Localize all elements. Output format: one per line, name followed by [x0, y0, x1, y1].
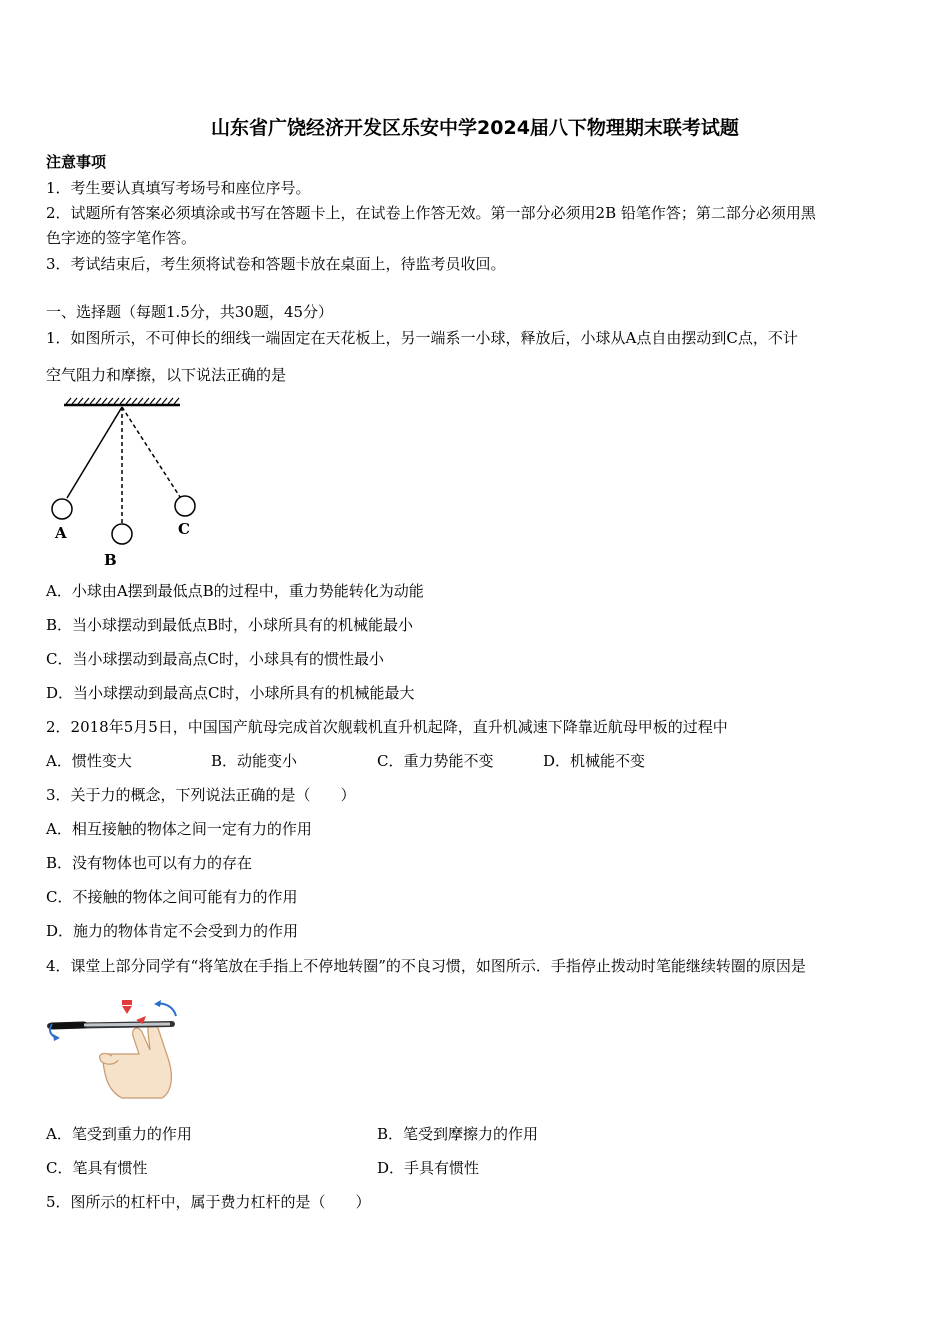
label-a: A: [55, 524, 67, 542]
ball-a: [52, 499, 72, 519]
ball-b: [112, 524, 132, 544]
pen-highlight: [84, 1024, 170, 1025]
q4-option: D．手具有惯性: [377, 1159, 480, 1177]
q3-option: B．没有物体也可以有力的存在: [46, 854, 253, 872]
q1-option: C．当小球摆动到最高点C时，小球具有的惯性最小: [46, 650, 384, 668]
notice-item: 1．考生要认真填写考场号和座位序号。: [46, 179, 311, 197]
q3-option: D．施力的物体肯定不会受到力的作用: [46, 922, 299, 940]
q4-option: C．笔具有惯性: [46, 1159, 148, 1177]
q3-stem: 3．关于力的概念，下列说法正确的是（ ）: [46, 786, 356, 804]
q4-option: A．笔受到重力的作用: [46, 1125, 192, 1143]
q2-option: A．惯性变大: [46, 752, 132, 770]
ball-c: [175, 496, 195, 516]
q1-option: A．小球由A摆到最低点B的过程中，重力势能转化为动能: [46, 582, 424, 600]
q3-option: C．不接触的物体之间可能有力的作用: [46, 888, 298, 906]
label-c: C: [178, 520, 190, 538]
force-arrow-icon: [122, 1006, 132, 1014]
q2-option: C．重力势能不变: [377, 752, 494, 770]
ceiling-hatching: [66, 398, 179, 404]
page-title: 山东省广饶经济开发区乐安中学2024届八下物理期末联考试题: [211, 117, 739, 139]
q1-option: B．当小球摆动到最低点B时，小球所具有的机械能最小: [46, 616, 414, 634]
notice-item: 色字迹的签字笔作答。: [46, 229, 197, 247]
pen-spin-figure: [44, 992, 189, 1104]
notice-item: 2．试题所有答案必须填涂或书写在答题卡上，在试卷上作答无效。第一部分必须用2B 铅笔作答；第二部分必须用黑: [46, 204, 816, 222]
q1-stem: 1．如图所示，不可伸长的细线一端固定在天花板上，另一端系一小球，释放后，小球从A点自由摆动到C点，不计: [46, 329, 798, 347]
q2-option: B．动能变小: [211, 752, 298, 770]
section-heading: 一、选择题（每题1.5分，共30题，45分）: [46, 303, 334, 321]
q2-option: D．机械能不变: [543, 752, 646, 770]
q4-stem: 4．课堂上部分同学有“将笔放在手指上不停地转圈”的不良习惯，如图所示．手指停止拨动时笔能继续转圈的原因是: [46, 957, 806, 975]
label-b: B: [104, 551, 117, 569]
q5-stem: 5．图所示的杠杆中，属于费力杠杆的是（ ）: [46, 1193, 371, 1211]
string-c: [122, 407, 180, 497]
notice-heading: 注意事项: [46, 153, 107, 171]
pen-grip: [52, 1025, 84, 1026]
q3-option: A．相互接触的物体之间一定有力的作用: [46, 820, 312, 838]
notice-item: 3．考试结束后，考生须将试卷和答题卡放在桌面上，待监考员收回。: [46, 255, 506, 273]
q1-option: D．当小球摆动到最高点C时，小球所具有的机械能最大: [46, 684, 415, 702]
q4-option: B．笔受到摩擦力的作用: [377, 1125, 539, 1143]
q2-stem: 2．2018年5月5日，中国国产航母完成首次舰载机直升机起降，直升机减速下降靠近航母甲板的过程中: [46, 718, 728, 736]
string-a: [67, 407, 122, 498]
q1-stem-cont: 空气阻力和摩擦，以下说法正确的是: [46, 366, 287, 384]
pendulum-figure: [40, 395, 210, 570]
